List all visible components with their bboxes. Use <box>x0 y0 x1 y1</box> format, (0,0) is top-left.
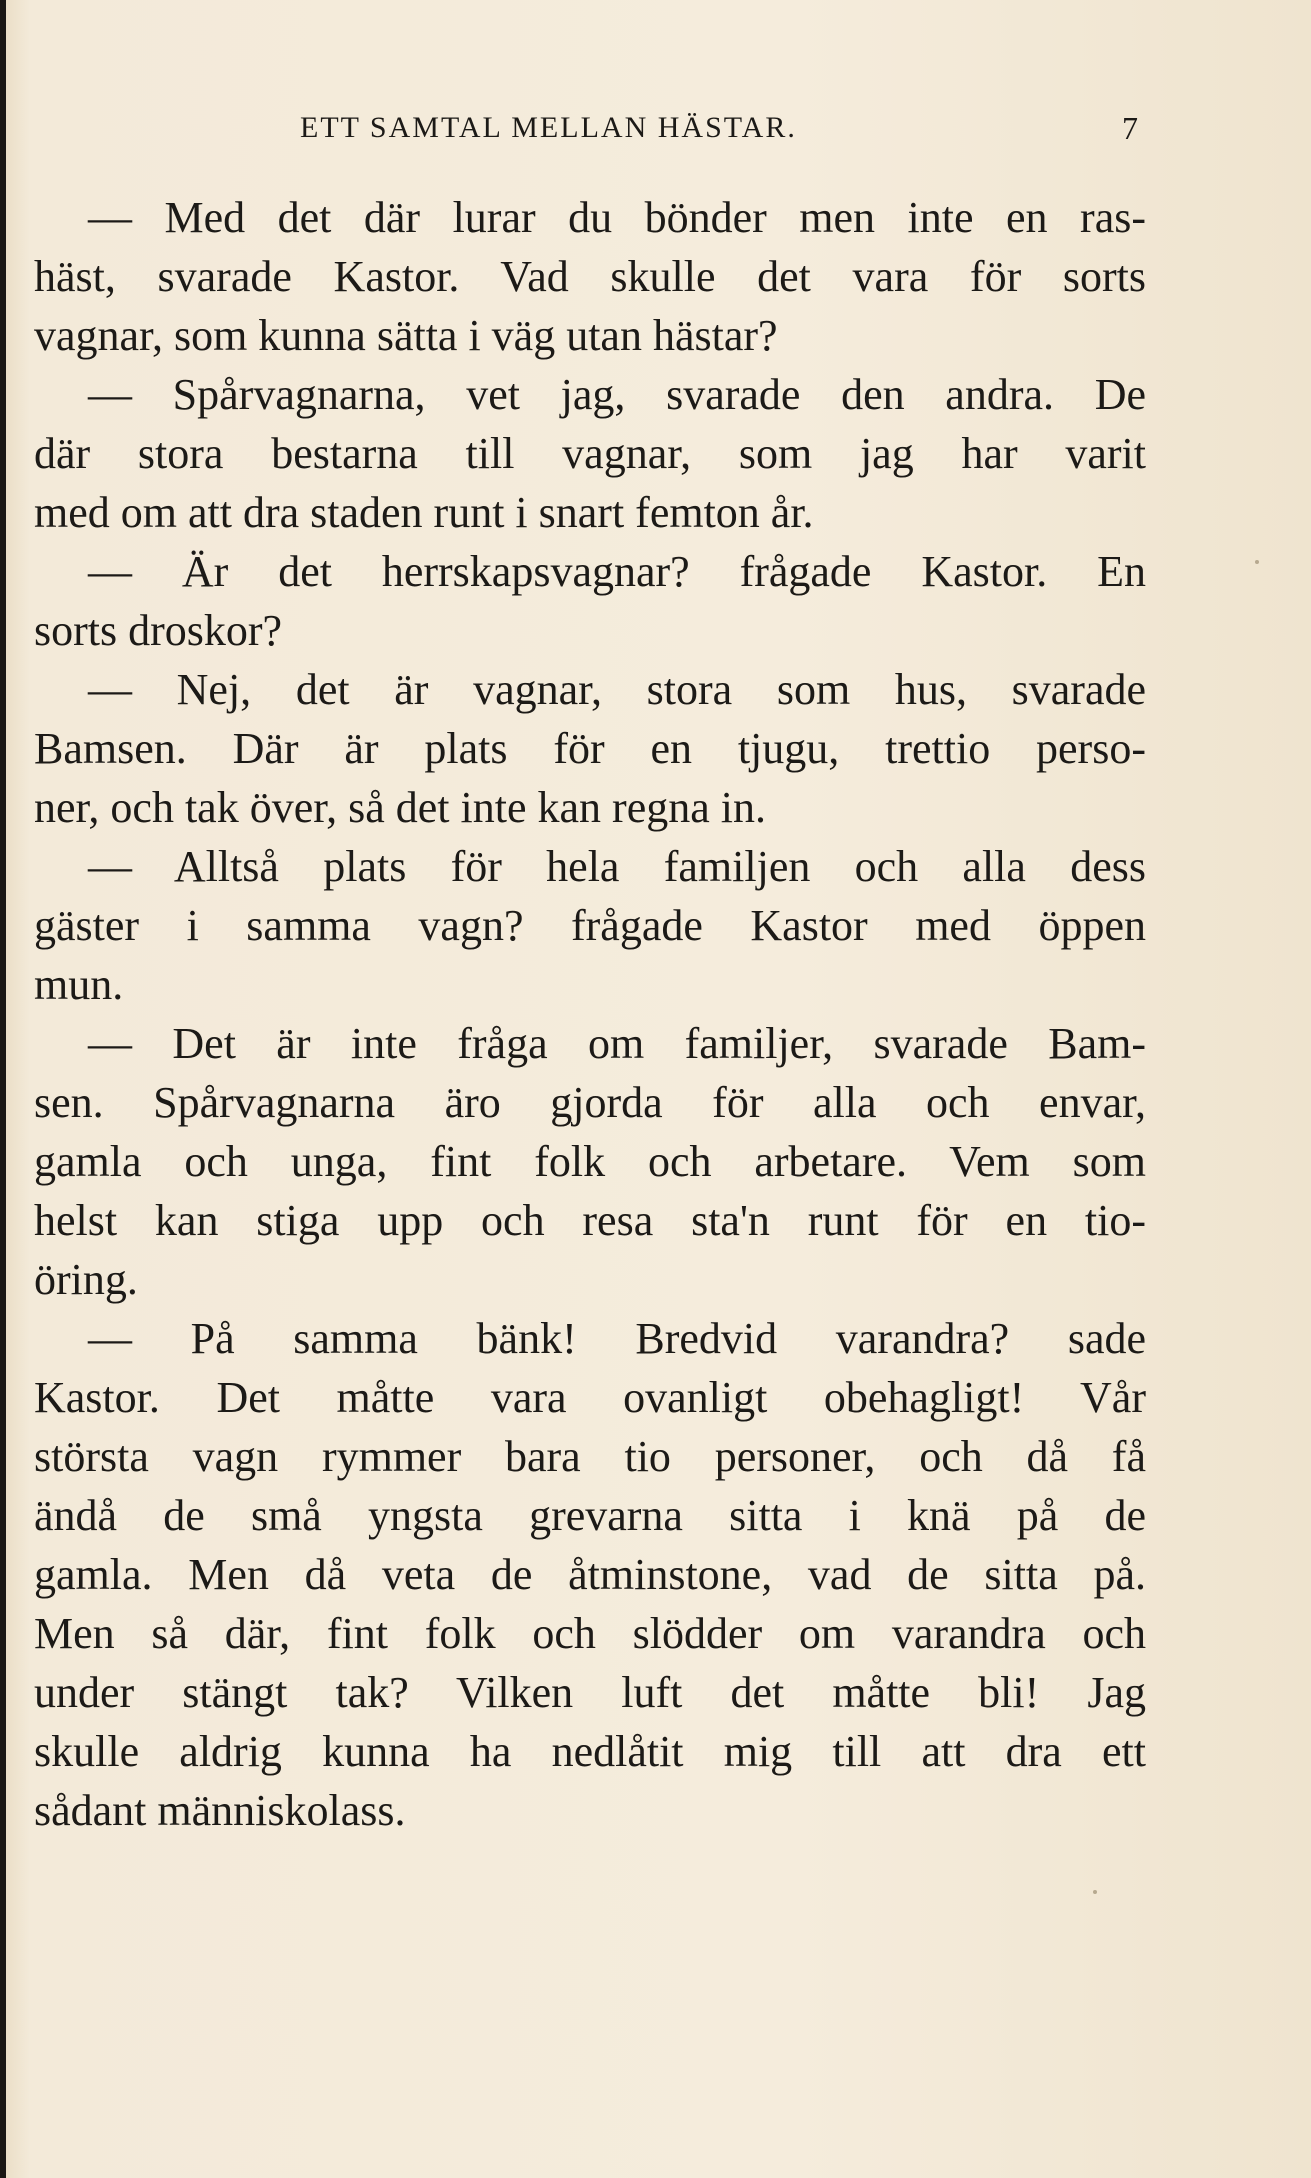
text-line: — På samma bänk! Bredvid varandra? sade <box>88 1314 1146 1363</box>
text-line: ner, och tak över, så det inte kan regna in. <box>34 783 766 832</box>
text-line: sådant människolass. <box>34 1786 406 1835</box>
text-line: Kastor. Det måtte vara ovanligt obehagligt! Vår <box>34 1373 1146 1422</box>
text-line: största vagn rymmer bara tio personer, och då få <box>34 1432 1146 1481</box>
text-line: öring. <box>34 1255 138 1304</box>
running-title: ETT SAMTAL MELLAN HÄSTAR. <box>300 111 797 144</box>
text-line: — Alltså plats för hela familjen och alla dess <box>88 842 1146 891</box>
text-line: häst, svarade Kastor. Vad skulle det vara för sorts <box>34 252 1146 301</box>
text-line: gamla och unga, fint folk och arbetare. Vem som <box>34 1137 1146 1186</box>
paper-speck <box>1093 1890 1097 1894</box>
text-line: helst kan stiga upp och resa sta'n runt för en tio- <box>34 1196 1146 1245</box>
text-line: Bamsen. Där är plats för en tjugu, trettio perso- <box>34 724 1146 773</box>
text-line: mun. <box>34 960 124 1009</box>
text-line: gäster i samma vagn? frågade Kastor med öppen <box>34 901 1146 950</box>
page-number: 7 <box>1122 110 1138 146</box>
page-header <box>0 108 1311 148</box>
text-line: sen. Spårvagnarna äro gjorda för alla och envar, <box>34 1078 1146 1127</box>
paper-speck <box>1255 560 1259 564</box>
text-line: ändå de små yngsta grevarna sitta i knä på de <box>34 1491 1146 1540</box>
text-line: — Spårvagnarna, vet jag, svarade den andra. De <box>88 370 1146 419</box>
text-line: vagnar, som kunna sätta i väg utan hästar? <box>34 311 778 360</box>
text-line: sorts droskor? <box>34 606 283 655</box>
text-line: där stora bestarna till vagnar, som jag har varit <box>34 429 1146 478</box>
text-line: — Nej, det är vagnar, stora som hus, svarade <box>88 665 1146 714</box>
text-line: — Det är inte fråga om familjer, svarade Bam- <box>88 1019 1146 1068</box>
body-text <box>34 188 1146 1840</box>
text-line: skulle aldrig kunna ha nedlåtit mig till att dra ett <box>34 1727 1146 1776</box>
page-edge-shadow <box>0 0 6 2178</box>
text-line: Men så där, fint folk och slödder om varandra och <box>34 1609 1146 1658</box>
text-line: gamla. Men då veta de åtminstone, vad de sitta på. <box>34 1550 1146 1599</box>
text-line: — Med det där lurar du bönder men inte en ras- <box>88 193 1146 242</box>
text-line: med om att dra staden runt i snart femton år. <box>34 488 814 537</box>
text-line: — Är det herrskapsvagnar? frågade Kastor. En <box>88 547 1146 596</box>
text-line: under stängt tak? Vilken luft det måtte bli! Jag <box>34 1668 1146 1717</box>
